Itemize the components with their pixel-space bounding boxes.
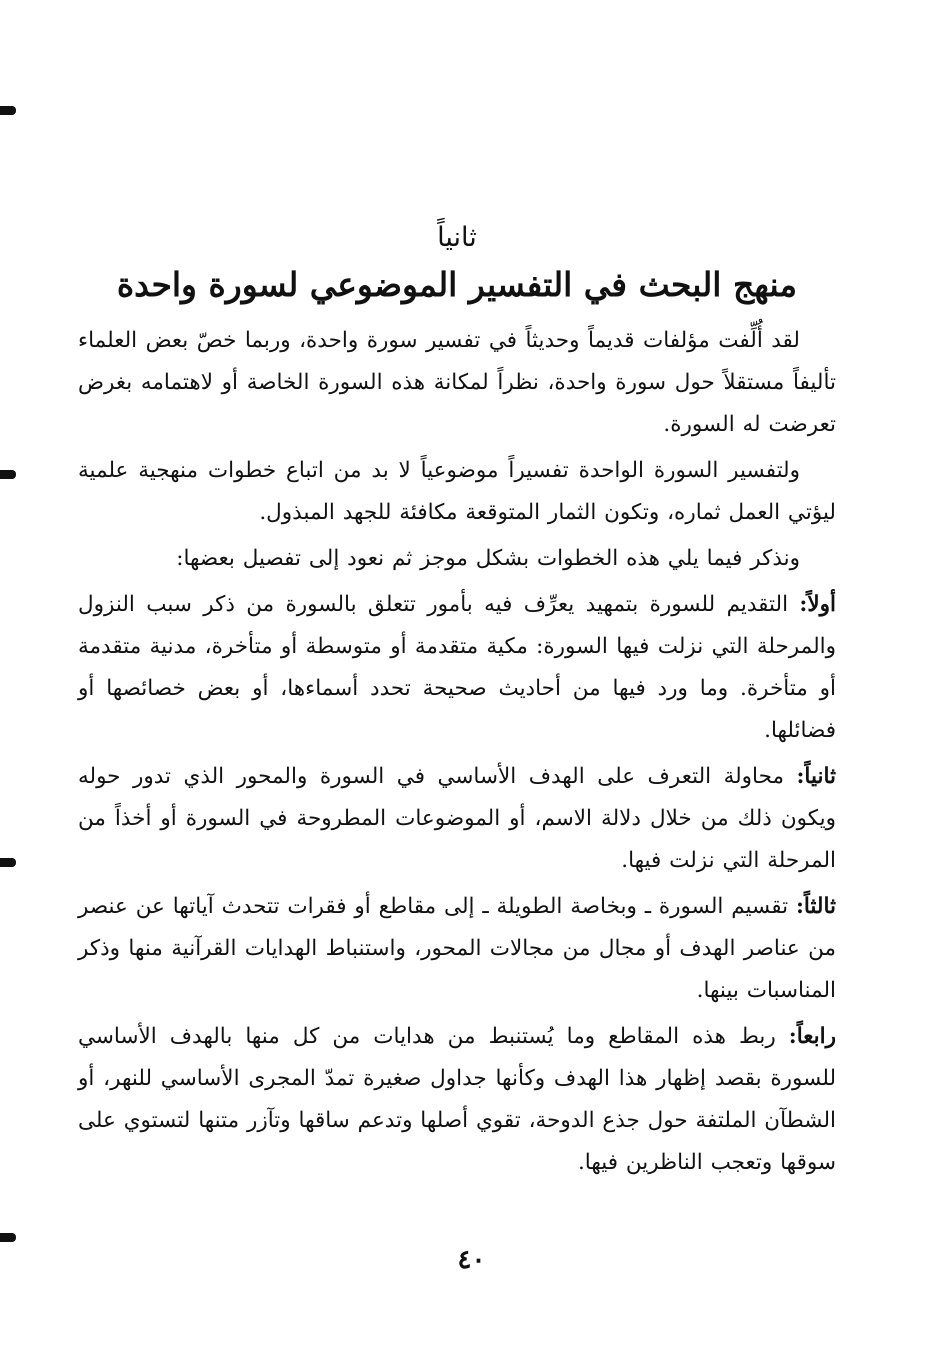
scan-edge-mark bbox=[0, 106, 16, 115]
step-text: محاولة التعرف على الهدف الأساسي في السورة والمحور الذي تدور حوله ويكون ذلك من خلال دلالة الاسم، أو الموضوعات المطروحة في السورة أو أخذاً من المرحلة التي نزلت فيها. bbox=[78, 764, 836, 873]
step-label: ثانياً: bbox=[796, 764, 836, 789]
scan-edge-mark bbox=[0, 470, 16, 479]
section-label: ثانياً bbox=[437, 222, 477, 253]
intro-paragraph: لقد أُلِّفت مؤلفات قديماً وحديثاً في تفسير سورة واحدة، وربما خصّ بعض العلماء تأليفاً مستقلاً حول سورة واحدة، نظراً لمكانة هذه السورة الخاصة أو لاهتمامه بغرض تعرضت له السورة. bbox=[78, 328, 836, 437]
scan-edge-mark bbox=[0, 858, 16, 867]
scan-edge-mark bbox=[0, 1233, 16, 1242]
step-label: رابعاً: bbox=[788, 1024, 836, 1049]
step-label: ثالثاً: bbox=[795, 894, 836, 919]
step-paragraph bbox=[78, 886, 836, 1012]
step-text: تقسيم السورة ـ وبخاصة الطويلة ـ إلى مقاطع أو فقرات تتحدث آياتها عن عنصر من عناصر الهدف أو مجال من مجالات المحور، واستنباط الهدايات القرآنية منها وذكر المناسبات بينها. bbox=[78, 894, 836, 1003]
page-number: ٤٠ bbox=[457, 1245, 486, 1275]
section-title: منهج البحث في التفسير الموضوعي لسورة واحدة bbox=[116, 265, 798, 304]
step-paragraph bbox=[78, 756, 836, 882]
method-paragraph: ولتفسير السورة الواحدة تفسيراً موضوعياً لا بد من اتباع خطوات منهجية علمية ليؤتي العمل ثماره، وتكون الثمار المتوقعة مكافئة للجهد المبذول. bbox=[78, 458, 836, 525]
step-paragraph bbox=[78, 1016, 836, 1184]
step-text: التقديم للسورة بتمهيد يعرِّف فيه بأمور تتعلق بالسورة من ذكر سبب النزول والمرحلة التي نزلت فيها السورة: مكية متقدمة أو متوسطة أو متأخرة، مدنية متقدمة أو متأخرة. وما ورد فيها من أحاديث صحيحة تحدد أسماءها، أو بعض خصائصها أو فضائلها. bbox=[78, 592, 836, 743]
summary-paragraph: ونذكر فيما يلي هذه الخطوات بشكل موجز ثم نعود إلى تفصيل بعضها: bbox=[176, 546, 800, 571]
step-text: ربط هذه المقاطع وما يُستنبط من هدايات من كل منها بالهدف الأساسي للسورة بقصد إظهار هذا الهدف وكأنها جداول صغيرة تمدّ المجرى الأساسي للنهر، أو الشطآن الملتفة حول جذع الدوحة، تقوي أصلها وتدعم ساقها وتآزر متنها لتستوي على سوقها وتعجب الناظرين فيها. bbox=[78, 1024, 836, 1175]
step-paragraph bbox=[78, 584, 836, 752]
page-content bbox=[78, 218, 836, 1188]
step-label: أولاً: bbox=[799, 592, 836, 617]
